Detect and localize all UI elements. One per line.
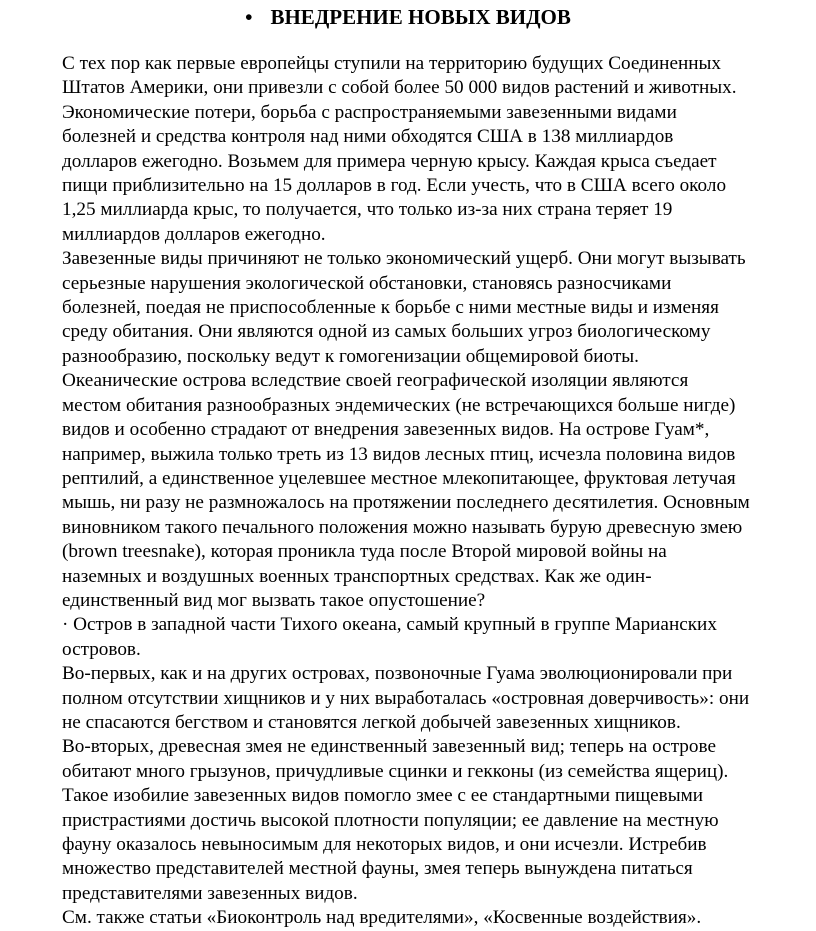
bullet-icon: • — [245, 5, 253, 29]
text-line: представителями завезенных видов. — [62, 882, 358, 904]
text-line: болезней и средства контроля над ними обходятся США в 138 миллиардов — [62, 126, 674, 148]
text-line: долларов ежегодно. Возьмем для примера черную крысу. Каждая крыса съедает — [62, 150, 717, 172]
text-line: например, выжила только треть из 13 видов лесных птиц, исчезла половина видов — [62, 443, 736, 465]
text-line: 1,25 миллиарда крыс, то получается, что только из-за них страна теряет 19 — [62, 199, 673, 221]
text-line: Во-первых, как и на других островах, позвоночные Гуама эволюционировали при — [62, 663, 733, 685]
text-line: · Остров в западной части Тихого океана, самый крупный в группе Марианских — [62, 614, 717, 636]
text-line: пищи приблизительно на 15 долларов в год. Если учесть, что в США всего около — [62, 175, 727, 197]
text-line: Экономические потери, борьба с распространяемыми завезенными видами — [62, 101, 677, 123]
text-line: См. также статьи «Биоконтроль над вредителями», «Косвенные воздействия». — [62, 907, 702, 929]
text-line: мышь, ни разу не размножалось на протяжении последнего десятилетия. Основным — [62, 492, 750, 514]
text-line: Такое изобилие завезенных видов помогло змее с ее стандартными пищевыми — [62, 785, 704, 807]
text-line: Штатов Америки, они привезли с собой более 50 000 видов растений и животных. — [62, 77, 737, 99]
text-line: Завезенные виды причиняют не только экономический ущерб. Они могут вызывать — [62, 248, 746, 270]
text-line: миллиардов долларов ежегодно. — [62, 223, 326, 245]
text-line: пристрастиями достичь высокой плотности популяции; ее давление на местную — [62, 809, 719, 831]
text-line: видов и особенно страдают от внедрения завезенных видов. На острове Гуам*, — [62, 419, 710, 441]
text-line: С тех пор как первые европейцы ступили на территорию будущих Соединенных — [62, 53, 721, 74]
text-line: фауну оказалось невыносимым для некоторых видов, и они исчезли. Истребив — [62, 834, 707, 855]
text-line: разнообразию, поскольку ведут к гомогенизации общемировой биоты. — [62, 345, 639, 367]
text-line: полном отсутствии хищников и у них выработалась «островная доверчивость»: они — [62, 687, 750, 709]
text-line: (brown treesnake), которая проникла туда после Второй мировой войны на — [62, 541, 667, 563]
text-line: местом обитания разнообразных эндемических (не встречающихся больше нигде) — [62, 394, 736, 416]
text-line: Океанические острова вследствие своей географической изоляции являются — [62, 370, 689, 392]
text-line: серьезные нарушения экологической обстановки, становясь разносчиками — [62, 272, 672, 294]
document-heading — [0, 3, 816, 31]
text-line: единственный вид мог вызвать такое опустошение? — [62, 589, 486, 611]
heading-title: ВНЕДРЕНИЕ НОВЫХ ВИДОВ — [270, 5, 571, 29]
text-line: среду обитания. Они являются одной из самых больших угроз биологическому — [62, 321, 711, 343]
text-line: не спасаются бегством и становятся легкой добычей завезенных хищников. — [62, 711, 681, 733]
text-line: обитают много грызунов, причудливые сцинки и гекконы (из семейства ящериц). — [62, 760, 729, 782]
text-line: виновником такого печального положения можно называть бурую древесную змею — [62, 516, 743, 538]
text-line: болезней, поедая не приспособленные к борьбе с ними местные виды и изменяя — [62, 297, 719, 319]
document-body — [62, 52, 814, 931]
text-line: Во-вторых, древесная змея не единственный завезенный вид; теперь на острове — [62, 736, 716, 758]
text-line: множество представителей местной фауны, змея теперь вынуждена питаться — [62, 858, 693, 880]
text-line: наземных и воздушных военных транспортных средствах. Как же один- — [62, 565, 652, 587]
text-line: рептилий, а единственное уцелевшее местное млекопитающее, фруктовая летучая — [62, 467, 736, 489]
text-line: островов. — [62, 638, 141, 660]
